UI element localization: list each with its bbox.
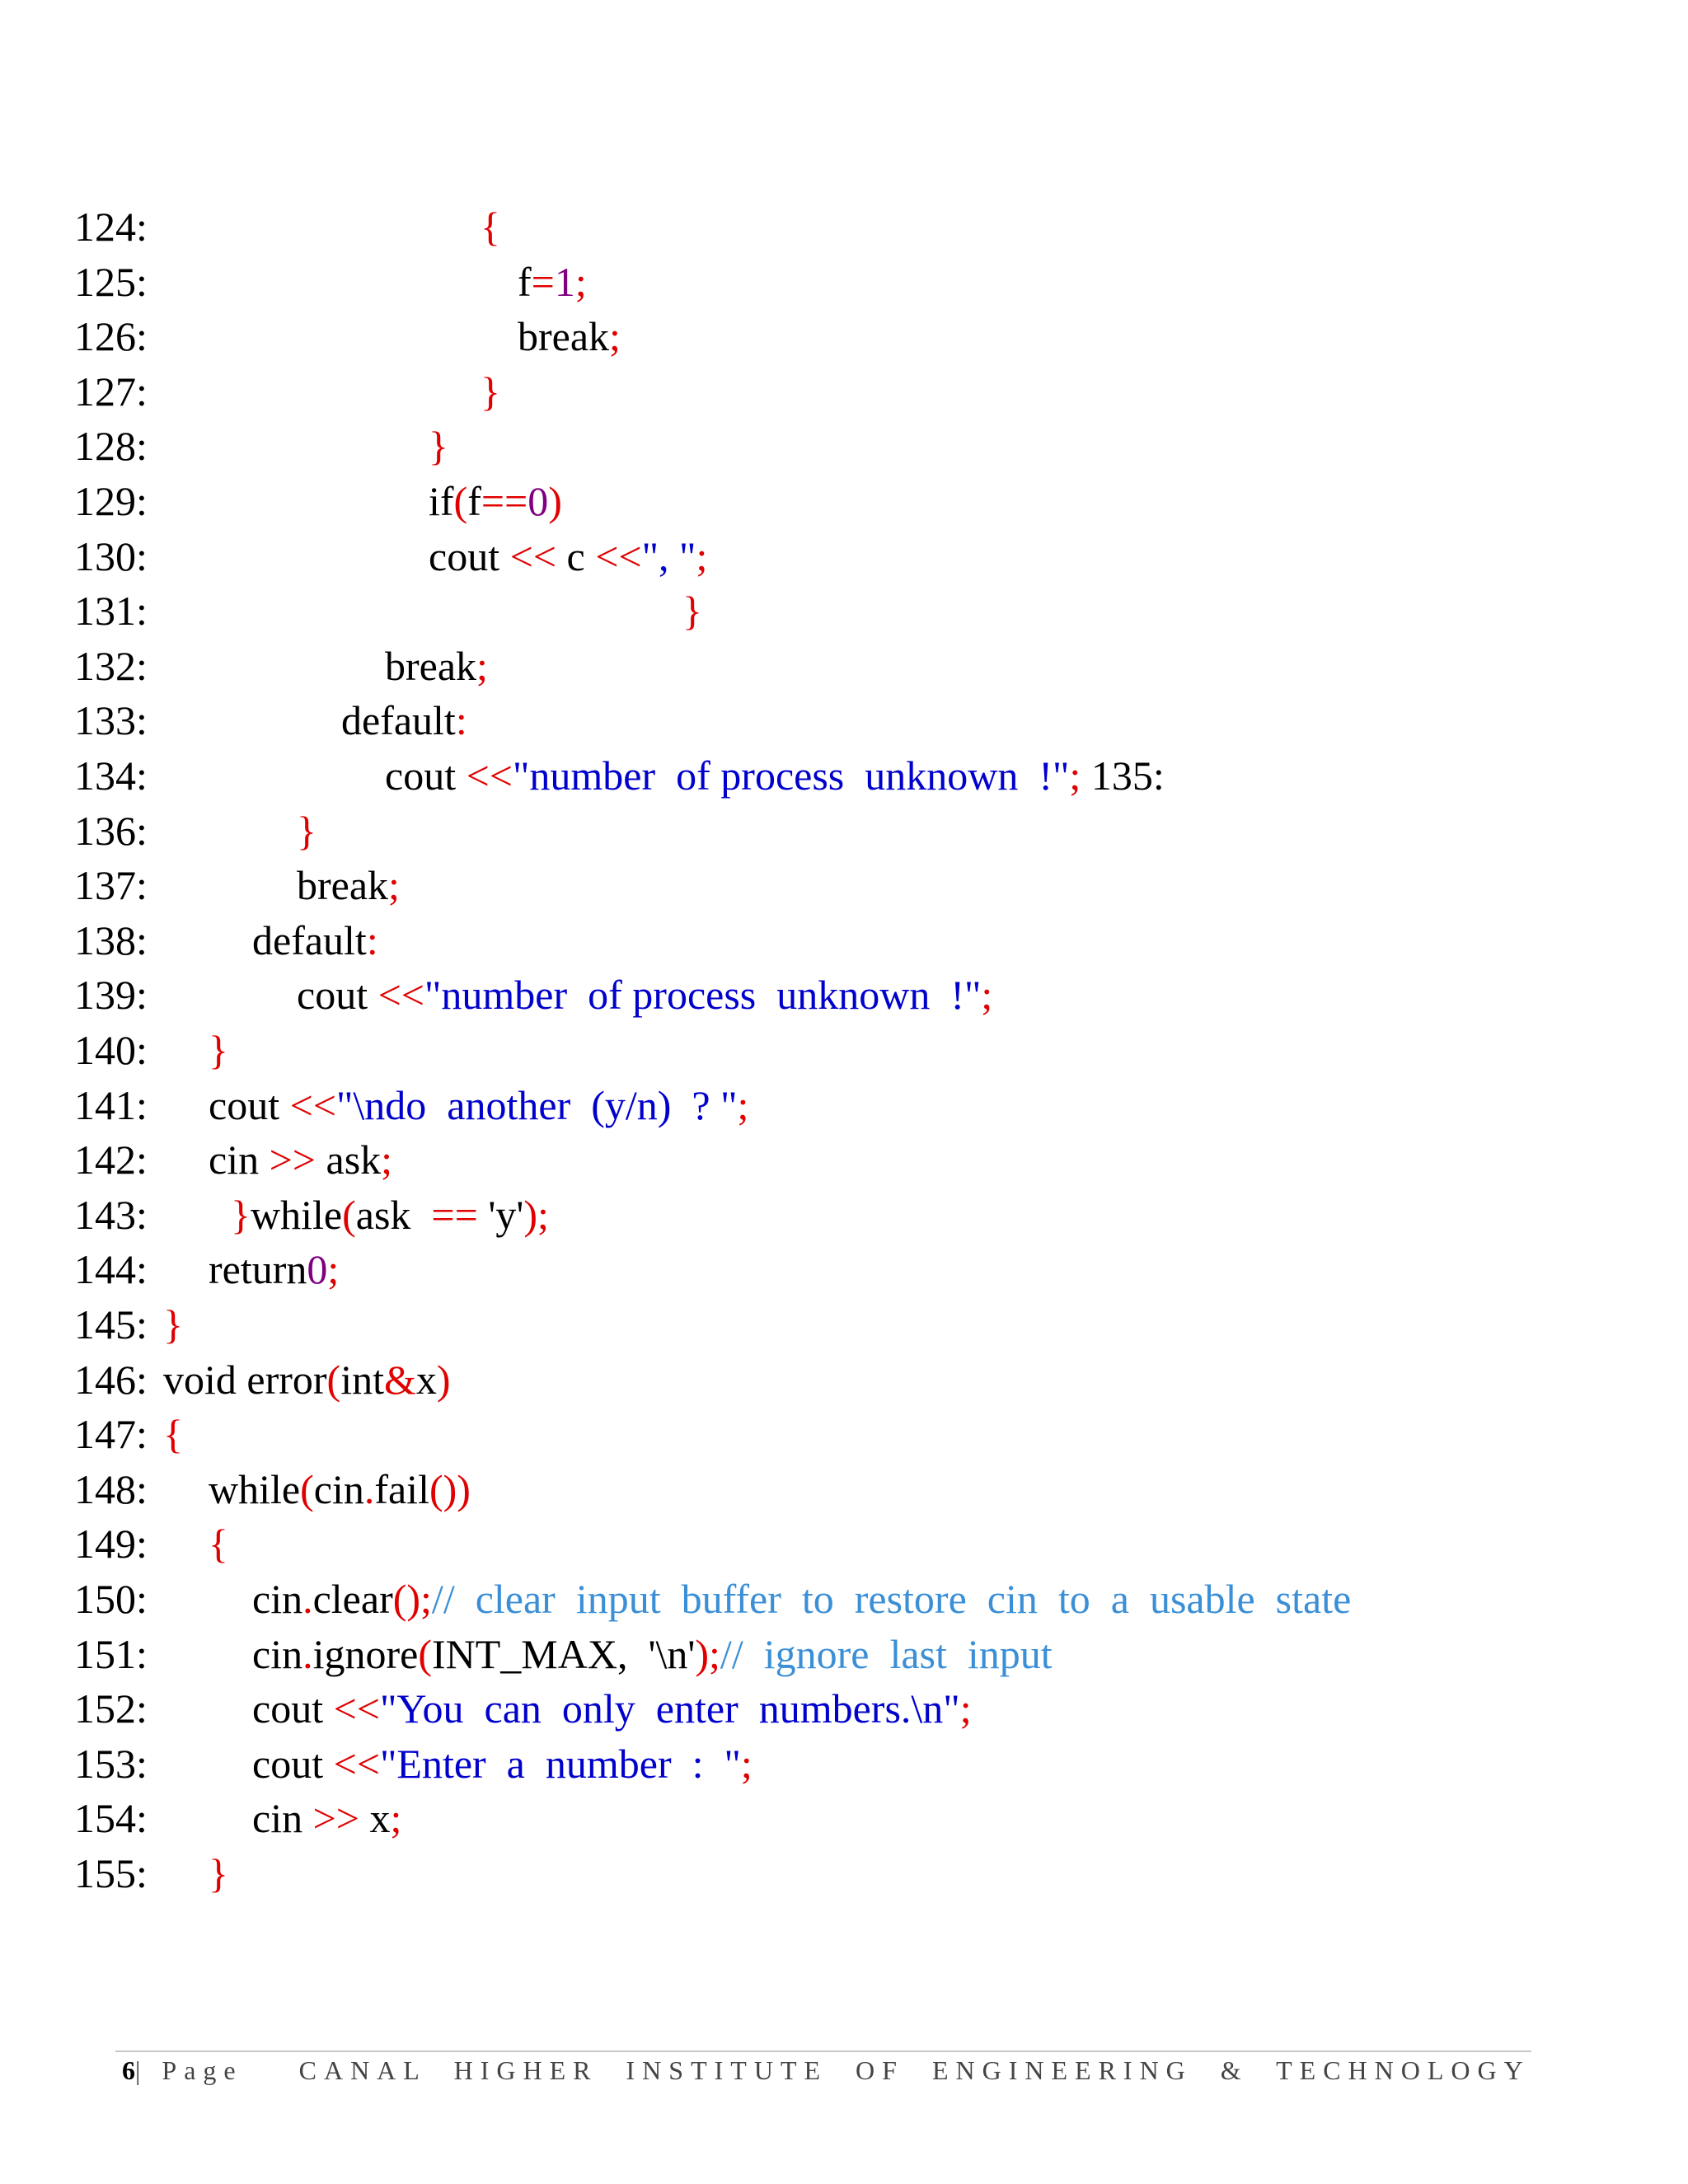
code-token: "\ndo another (y/n) ? " — [336, 1082, 738, 1128]
code-token: } — [682, 588, 702, 634]
code-line — [0, 639, 1688, 693]
code-token: . — [363, 1466, 375, 1512]
code-token: 0 — [528, 478, 549, 524]
code-token: fail — [374, 1466, 429, 1512]
line-number: 155: — [74, 1850, 148, 1896]
code-token: cout — [429, 533, 510, 579]
footer-divider — [115, 2050, 1531, 2052]
code-text — [481, 364, 500, 419]
code-token: ) — [548, 478, 562, 524]
code-token: ; — [574, 259, 587, 305]
line-number: 129: — [74, 478, 148, 524]
code-token: 'y' — [477, 1192, 524, 1238]
code-line — [0, 1736, 1688, 1791]
code-token: ; — [476, 643, 488, 689]
line-number: 142: — [74, 1137, 148, 1183]
institution-name: CANAL HIGHER INSTITUTE OF ENGINEERING & TECHNOLOGY — [298, 2055, 1531, 2085]
code-token: ( — [326, 1357, 341, 1403]
code-line — [0, 913, 1688, 968]
code-text — [231, 1188, 549, 1242]
line-number: 148: — [74, 1466, 148, 1512]
code-line — [0, 309, 1688, 363]
code-token: cout — [252, 1685, 334, 1732]
code-line — [0, 1352, 1688, 1407]
code-text — [252, 1627, 1053, 1681]
line-number: 146: — [74, 1357, 148, 1403]
code-text — [209, 1846, 228, 1900]
line-number: 126: — [74, 313, 148, 359]
code-token: & — [384, 1357, 416, 1403]
code-text — [252, 1681, 972, 1736]
code-text — [518, 309, 621, 363]
line-number: 144: — [74, 1246, 148, 1292]
code-token: ; — [981, 972, 993, 1018]
code-token: << — [466, 752, 513, 799]
code-token: 1 — [554, 259, 575, 305]
line-number: 124: — [74, 204, 148, 250]
code-token: . — [302, 1576, 313, 1622]
code-line — [0, 1188, 1688, 1242]
code-token: c — [556, 533, 596, 579]
code-token: ()) — [429, 1466, 471, 1512]
code-token: break — [385, 643, 477, 689]
code-text — [163, 1352, 451, 1407]
code-token: cin — [252, 1576, 303, 1622]
code-token: } — [163, 1301, 183, 1347]
line-number: 147: — [74, 1411, 148, 1457]
line-number: 150: — [74, 1576, 148, 1622]
code-token: ; — [388, 862, 400, 908]
code-text — [481, 199, 500, 254]
code-token: ); — [523, 1192, 549, 1238]
code-line — [0, 1242, 1688, 1296]
code-text — [429, 419, 448, 473]
code-line — [0, 1516, 1688, 1571]
code-token: cout — [297, 972, 378, 1018]
code-token: clear — [312, 1576, 393, 1622]
code-token: cin — [313, 1466, 364, 1512]
code-text — [297, 804, 316, 858]
line-number: 152: — [74, 1685, 148, 1732]
line-number: 141: — [74, 1082, 148, 1128]
code-line — [0, 1132, 1688, 1187]
code-line — [0, 1078, 1688, 1132]
line-number: 131: — [74, 588, 148, 634]
code-token: f — [467, 478, 481, 524]
code-token: } — [209, 1027, 228, 1073]
code-token: = — [531, 259, 555, 305]
line-number: 125: — [74, 259, 148, 305]
code-line — [0, 1407, 1688, 1461]
code-text — [252, 1736, 753, 1791]
code-token: ( — [342, 1192, 356, 1238]
code-token: break — [518, 313, 610, 359]
code-token: ; — [609, 313, 621, 359]
line-number: 151: — [74, 1631, 148, 1677]
line-number: 127: — [74, 368, 148, 415]
code-token: : — [366, 917, 378, 963]
code-token: == — [431, 1192, 478, 1238]
code-token: "Enter a number : " — [380, 1741, 741, 1787]
code-line — [0, 1846, 1688, 1900]
code-token: (); — [392, 1576, 432, 1622]
code-text — [429, 529, 707, 583]
code-line — [0, 1681, 1688, 1736]
line-number: 128: — [74, 423, 148, 469]
code-text — [297, 968, 992, 1022]
code-text — [209, 1462, 471, 1516]
line-number: 136: — [74, 808, 148, 854]
code-token: // ignore last input — [720, 1631, 1053, 1677]
line-number: 145: — [74, 1301, 148, 1347]
code-token: ( — [300, 1466, 314, 1512]
code-token: f — [518, 259, 532, 305]
code-token: // clear input buffer to restore cin to a usable state — [431, 1576, 1352, 1622]
code-token: ( — [453, 478, 468, 524]
code-line — [0, 255, 1688, 309]
code-text — [682, 583, 702, 638]
page-number: 6 — [122, 2055, 135, 2085]
code-text — [385, 639, 488, 693]
code-token: ( — [418, 1631, 432, 1677]
code-text — [429, 474, 562, 528]
code-line — [0, 748, 1688, 803]
line-number: 140: — [74, 1027, 148, 1073]
code-token: ", " — [641, 533, 696, 579]
code-line — [0, 474, 1688, 528]
code-line — [0, 1023, 1688, 1077]
code-token: { — [209, 1521, 228, 1567]
code-token: if — [429, 478, 454, 524]
code-token: 135: — [1081, 752, 1165, 799]
code-token: "You can only enter numbers.\n" — [380, 1685, 960, 1732]
code-line — [0, 364, 1688, 419]
code-token: default — [252, 917, 367, 963]
code-token: return — [209, 1246, 307, 1292]
code-text — [297, 858, 400, 912]
code-text — [252, 1572, 1351, 1626]
line-number: 133: — [74, 697, 148, 743]
code-line — [0, 583, 1688, 638]
code-text — [385, 748, 1165, 803]
code-line — [0, 693, 1688, 748]
code-line — [0, 1791, 1688, 1845]
code-text — [163, 1297, 183, 1352]
code-token: . — [302, 1631, 313, 1677]
code-token: ; — [390, 1795, 402, 1841]
code-token: } — [209, 1850, 228, 1896]
line-number: 134: — [74, 752, 148, 799]
code-token: "number of process unknown !" — [513, 752, 1070, 799]
code-text — [163, 1407, 183, 1461]
code-token: "number of process unknown !" — [424, 972, 982, 1018]
code-token: } — [429, 423, 448, 469]
code-token: ask — [355, 1192, 432, 1238]
line-number: 132: — [74, 643, 148, 689]
code-token: while — [251, 1192, 343, 1238]
code-token: << — [509, 533, 556, 579]
code-line — [0, 1462, 1688, 1516]
code-text — [209, 1023, 228, 1077]
code-token: ; — [740, 1741, 753, 1787]
code-token: } — [231, 1192, 251, 1238]
line-number: 137: — [74, 862, 148, 908]
code-token: << — [377, 972, 424, 1018]
code-token: break — [297, 862, 389, 908]
line-number: 139: — [74, 972, 148, 1018]
code-token: ); — [695, 1631, 720, 1677]
code-line — [0, 199, 1688, 254]
code-text — [252, 1791, 401, 1845]
code-token: void error — [163, 1357, 327, 1403]
code-line — [0, 858, 1688, 912]
code-token: cout — [252, 1741, 334, 1787]
code-token: << — [595, 533, 642, 579]
code-token: x — [415, 1357, 437, 1403]
code-token: cin — [209, 1137, 270, 1183]
line-number: 149: — [74, 1521, 148, 1567]
code-line — [0, 1297, 1688, 1352]
code-text — [518, 255, 587, 309]
code-token: ; — [1069, 752, 1081, 799]
line-number: 143: — [74, 1192, 148, 1238]
code-text — [209, 1516, 228, 1571]
line-number: 154: — [74, 1795, 148, 1841]
code-token: } — [481, 368, 500, 415]
code-token: x — [359, 1795, 391, 1841]
page-footer — [122, 2055, 1531, 2086]
code-token: ) — [436, 1357, 451, 1403]
code-text — [209, 1132, 392, 1187]
code-token: cout — [209, 1082, 290, 1128]
code-token: >> — [312, 1795, 359, 1841]
code-text — [209, 1078, 748, 1132]
code-line — [0, 1627, 1688, 1681]
code-token: INT_MAX, '\n' — [431, 1631, 696, 1677]
code-token: << — [289, 1082, 336, 1128]
code-text — [209, 1242, 339, 1296]
code-token: cout — [385, 752, 467, 799]
line-number: 138: — [74, 917, 148, 963]
code-token: << — [333, 1685, 380, 1732]
code-token: ask — [316, 1137, 382, 1183]
code-token: : — [455, 697, 467, 743]
code-token: ; — [696, 533, 708, 579]
code-token: default — [341, 697, 456, 743]
code-token: ; — [327, 1246, 340, 1292]
code-token: << — [333, 1741, 380, 1787]
code-token: ; — [381, 1137, 393, 1183]
code-token: ignore — [312, 1631, 419, 1677]
page-label: | Page — [135, 2055, 243, 2085]
line-number: 130: — [74, 533, 148, 579]
code-token: ; — [959, 1685, 972, 1732]
code-token: { — [481, 204, 500, 250]
code-token: == — [481, 478, 528, 524]
code-token: cin — [252, 1795, 313, 1841]
code-token: cin — [252, 1631, 303, 1677]
code-line — [0, 419, 1688, 473]
code-line — [0, 804, 1688, 858]
code-line — [0, 1572, 1688, 1626]
code-text — [252, 913, 378, 968]
code-token: } — [297, 808, 316, 854]
code-token: { — [163, 1411, 183, 1457]
code-token: ; — [737, 1082, 749, 1128]
code-line — [0, 968, 1688, 1022]
code-line — [0, 529, 1688, 583]
code-token: while — [209, 1466, 301, 1512]
code-token: >> — [269, 1137, 316, 1183]
code-token: 0 — [307, 1246, 328, 1292]
code-text — [341, 693, 467, 748]
code-token: int — [340, 1357, 384, 1403]
line-number: 153: — [74, 1741, 148, 1787]
